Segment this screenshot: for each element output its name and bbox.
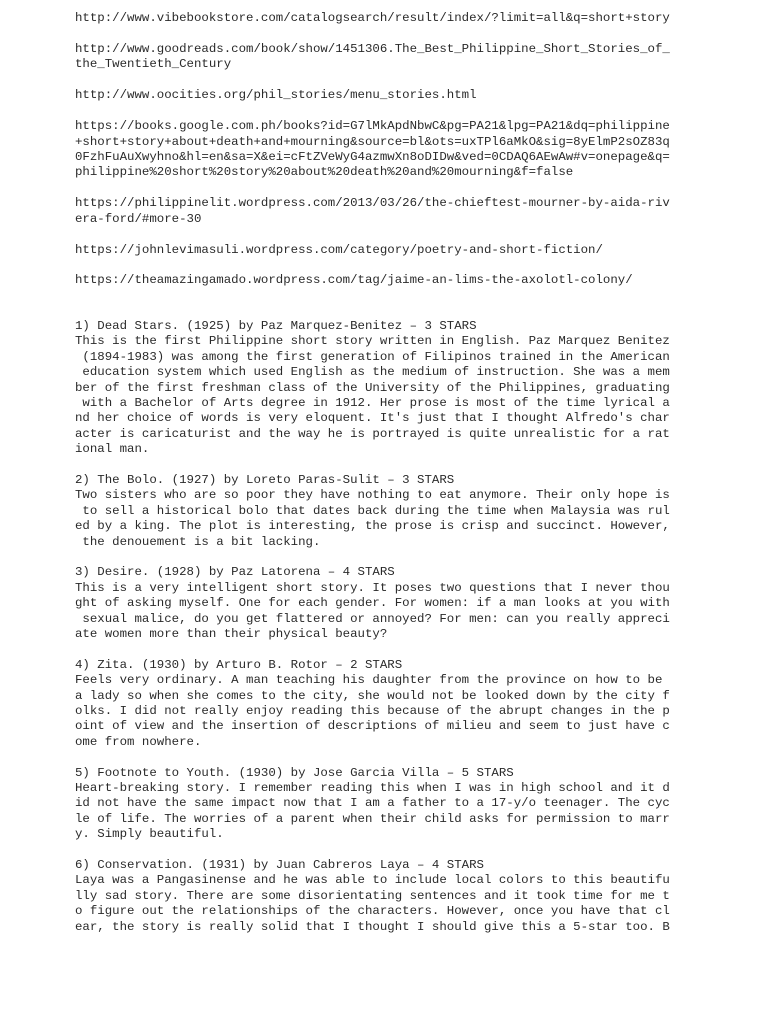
- review-line: (1894-1983) was among the first generation of Filipinos trained in the American: [75, 349, 670, 364]
- review-heading: 2) The Bolo. (1927) by Loreto Paras-Sulit – 3 STARS: [75, 472, 455, 487]
- review-heading: 4) Zita. (1930) by Arturo B. Rotor – 2 STARS: [75, 657, 403, 672]
- review-line: y. Simply beautiful.: [75, 827, 224, 842]
- review-line: le of life. The worries of a parent when their child asks for permission to marr: [75, 811, 670, 826]
- review-heading: 3) Desire. (1928) by Paz Latorena – 4 STARS: [75, 565, 395, 580]
- review-line: ome from nowhere.: [75, 734, 202, 749]
- link-text[interactable]: https://philippinelit.wordpress.com/2013/03/26/the-chieftest-mourner-by-aida-riv: [75, 196, 670, 211]
- review-item: [75, 658, 675, 750]
- link-item[interactable]: [75, 243, 675, 258]
- review-line: acter is caricaturist and the way he is portrayed is quite unrealistic for a rat: [75, 426, 670, 441]
- link-item[interactable]: [75, 119, 675, 181]
- link-text[interactable]: philippine%20short%20story%20about%20death%20and%20mourning&f=false: [75, 165, 574, 180]
- review-item: [75, 473, 675, 550]
- review-line: to sell a historical bolo that dates back during the time when Malaysia was rul: [75, 503, 670, 518]
- review-line: lly sad story. There are some disorientating sentences and it took time for me t: [75, 888, 670, 903]
- review-line: ate women more than their physical beauty?: [75, 626, 388, 641]
- review-line: This is a very intelligent short story. It poses two questions that I never thou: [75, 580, 670, 595]
- review-item: [75, 766, 675, 843]
- review-heading: 5) Footnote to Youth. (1930) by Jose Garcia Villa – 5 STARS: [75, 765, 514, 780]
- review-line: Feels very ordinary. A man teaching his daughter from the province on how to be: [75, 673, 663, 688]
- link-text[interactable]: https://theamazingamado.wordpress.com/tag/jaime-an-lims-the-axolotl-colony/: [75, 273, 633, 288]
- review-line: ional man.: [75, 442, 150, 457]
- link-text[interactable]: the_Twentieth_Century: [75, 57, 232, 72]
- link-text[interactable]: http://www.goodreads.com/book/show/1451306.The_Best_Philippine_Short_Stories_of_: [75, 41, 670, 56]
- link-item[interactable]: [75, 273, 675, 288]
- link-text[interactable]: +short+story+about+death+and+mourning&source=bl&ots=uxTPl6aMkO&sig=8yElmP2sOZ83q: [75, 134, 670, 149]
- review-line: This is the first Philippine short story written in English. Paz Marquez Benitez: [75, 334, 670, 349]
- link-text[interactable]: https://johnlevimasuli.wordpress.com/category/poetry-and-short-fiction/: [75, 242, 603, 257]
- review-line: Heart-breaking story. I remember reading this when I was in high school and it d: [75, 781, 670, 795]
- link-text[interactable]: http://www.vibebookstore.com/catalogsearch/result/index/?limit=all&q=short+story: [75, 11, 670, 25]
- link-text[interactable]: http://www.oocities.org/phil_stories/menu_stories.html: [75, 88, 477, 103]
- review-line: nd her choice of words is very eloquent. It's just that I thought Alfredo's char: [75, 411, 670, 426]
- review-line: ght of asking myself. One for each gender. For women: if a man looks at you with: [75, 596, 670, 611]
- review-line: a lady so when she comes to the city, she would not be looked down by the city f: [75, 688, 670, 703]
- review-line: olks. I did not really enjoy reading this because of the abrupt changes in the p: [75, 703, 670, 718]
- link-item[interactable]: [75, 42, 675, 73]
- review-item: [75, 858, 675, 935]
- review-line: with a Bachelor of Arts degree in 1912. Her prose is most of the time lyrical a: [75, 395, 670, 410]
- review-line: ed by a king. The plot is interesting, the prose is crisp and succinct. However,: [75, 519, 670, 534]
- link-text[interactable]: era-ford/#more-30: [75, 211, 202, 226]
- review-line: id not have the same impact now that I am a father to a 17-y/o teenager. The cyc: [75, 796, 670, 811]
- link-text[interactable]: 0FzhFuAuXwyhno&hl=en&sa=X&ei=cFtZVeWyG4azmwXn8oDIDw&ved=0CDAQ6AEwAw#v=onepage&q=: [75, 149, 670, 164]
- review-line: the denouement is a bit lacking.: [75, 534, 321, 549]
- review-item: [75, 319, 675, 458]
- review-line: o figure out the relationships of the characters. However, once you have that cl: [75, 904, 670, 919]
- review-item: [75, 565, 675, 642]
- review-heading: 6) Conservation. (1931) by Juan Cabreros Laya – 4 STARS: [75, 858, 484, 873]
- link-item[interactable]: [75, 196, 675, 227]
- link-item[interactable]: [75, 11, 675, 26]
- link-item[interactable]: [75, 88, 675, 103]
- review-line: Two sisters who are so poor they have nothing to eat anymore. Their only hope is: [75, 488, 670, 503]
- review-line: Laya was a Pangasinense and he was able to include local colors to this beautifu: [75, 873, 670, 888]
- review-line: oint of view and the insertion of descriptions of milieu and seem to just have c: [75, 719, 670, 734]
- story-reviews: [75, 319, 675, 935]
- review-line: ber of the first freshman class of the University of the Philippines, graduating: [75, 380, 670, 395]
- review-line: ear, the story is really solid that I thought I should give this a 5-star too. B: [75, 919, 670, 934]
- review-heading: 1) Dead Stars. (1925) by Paz Marquez-Benitez – 3 STARS: [75, 318, 477, 333]
- document-page: [75, 11, 675, 950]
- reference-links: [75, 11, 675, 289]
- review-line: sexual malice, do you get flattered or annoyed? For men: can you really appreci: [75, 611, 670, 626]
- review-line: education system which used English as the medium of instruction. She was a mem: [75, 365, 670, 380]
- link-text[interactable]: https://books.google.com.ph/books?id=G7lMkApdNbwC&pg=PA21&lpg=PA21&dq=philippine: [75, 119, 670, 134]
